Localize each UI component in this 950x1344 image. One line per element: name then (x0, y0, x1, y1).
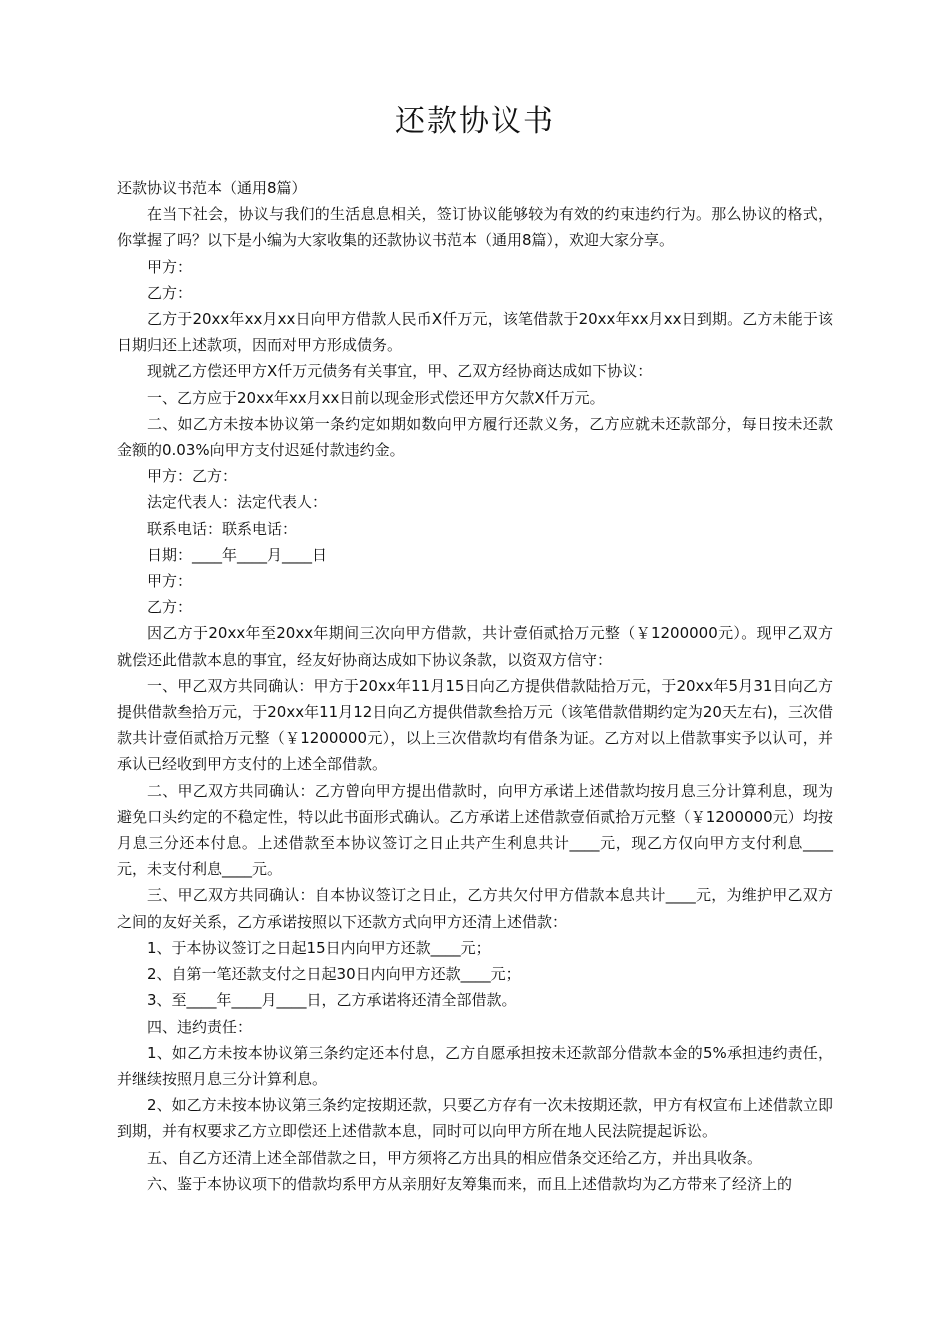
paragraph: 一、甲乙双方共同确认：甲方于20xx年11月15日向乙方提供借款陆拾万元，于20xx年5月31日向乙方提供借款叁拾万元，于20xx年11月12日向乙方提供借款叁拾万元（该笔借款借期约定为20天左右)，三次借款共计壹佰贰拾万元整（￥1200000元），以上三次借款均有借条为证。乙方对以上借款事实予以认可，并承认已经收到甲方支付的上述全部借款。 (117, 676, 833, 774)
paragraph: 1、如乙方未按本协议第三条约定还本付息，乙方自愿承担按未还款部分借款本金的5%承担违约责任，并继续按照月息三分计算利息。 (117, 1043, 833, 1088)
paragraph: 乙方于20xx年xx月xx日向甲方借款人民币X仟万元，该笔借款于20xx年xx月xx日到期。乙方未能于该日期归还上述款项，因而对甲方形成债务。 (117, 310, 833, 355)
paragraph: 因乙方于20xx年至20xx年期间三次向甲方借款，共计壹佰贰拾万元整（￥1200000元）。现甲乙双方就偿还此借款本息的事宜，经友好协商达成如下协议条款，以资双方信守： (117, 624, 833, 669)
paragraph: 乙方： (147, 283, 193, 302)
paragraph: 乙方： (147, 598, 193, 617)
paragraph: 一、乙方应于20xx年xx月xx日前以现金形式偿还甲方欠款X仟万元。 (147, 388, 605, 407)
paragraph: 六、鉴于本协议项下的借款均系甲方从亲朋好友筹集而来，而且上述借款均为乙方带来了经济上的 (147, 1174, 793, 1193)
paragraph: 2、自第一笔还款支付之日起30日内向甲方还款____元； (147, 965, 521, 984)
document-title: 还款协议书 (395, 104, 555, 139)
paragraph: 2、如乙方未按本协议第三条约定按期还款，只要乙方存有一次未按期还款，甲方有权宣布上述借款立即到期，并有权要求乙方立即偿还上述借款本息，同时可以向甲方所在地人民法院提起诉讼。 (117, 1096, 833, 1141)
paragraph: 1、于本协议签订之日起15日内向甲方还款____元； (147, 938, 491, 957)
paragraph: 甲方： (147, 572, 193, 591)
document-body (117, 175, 833, 1197)
paragraph: 二、甲乙双方共同确认：乙方曾向甲方提出借款时，向甲方承诺上述借款均按月息三分计算利息，现为避免口头约定的不稳定性，特以此书面形式确认。乙方承诺上述借款壹佰贰拾万元整（￥1200000元）均按月息三分还本付息。上述借款至本协议签订之日止共产生利息共计____元，现乙方仅向甲方支付利息____元，未支付利息____元。 (117, 781, 833, 879)
paragraph: 法定代表人：法定代表人： (147, 493, 328, 512)
paragraph: 在当下社会，协议与我们的生活息息相关，签订协议能够较为有效的约束违约行为。那么协议的格式，你掌握了吗？以下是小编为大家收集的还款协议书范本（通用8篇），欢迎大家分享。 (117, 205, 833, 250)
paragraph: 甲方： (147, 257, 193, 276)
paragraph: 还款协议书范本（通用8篇） (117, 179, 307, 197)
paragraph: 联系电话：联系电话： (147, 519, 298, 538)
paragraph: 日期：____年____月____日 (147, 545, 328, 564)
paragraph: 四、违约责任： (147, 1017, 253, 1036)
paragraph: 三、甲乙双方共同确认：自本协议签订之日止，乙方共欠付甲方借款本息共计____元，为维护甲乙双方之间的友好关系，乙方承诺按照以下还款方式向甲方还清上述借款： (117, 886, 833, 931)
paragraph: 五、自乙方还清上述全部借款之日，甲方须将乙方出具的相应借条交还给乙方，并出具收条。 (147, 1148, 763, 1167)
paragraph: 二、如乙方未按本协议第一条约定如期如数向甲方履行还款义务，乙方应就未还款部分，每日按未还款金额的0.03%向甲方支付迟延付款违约金。 (117, 414, 833, 460)
paragraph: 现就乙方偿还甲方X仟万元债务有关事宜，甲、乙双方经协商达成如下协议： (147, 362, 653, 381)
paragraph: 甲方：乙方： (147, 467, 238, 486)
paragraph: 3、至____年____月____日，乙方承诺将还清全部借款。 (147, 991, 517, 1010)
